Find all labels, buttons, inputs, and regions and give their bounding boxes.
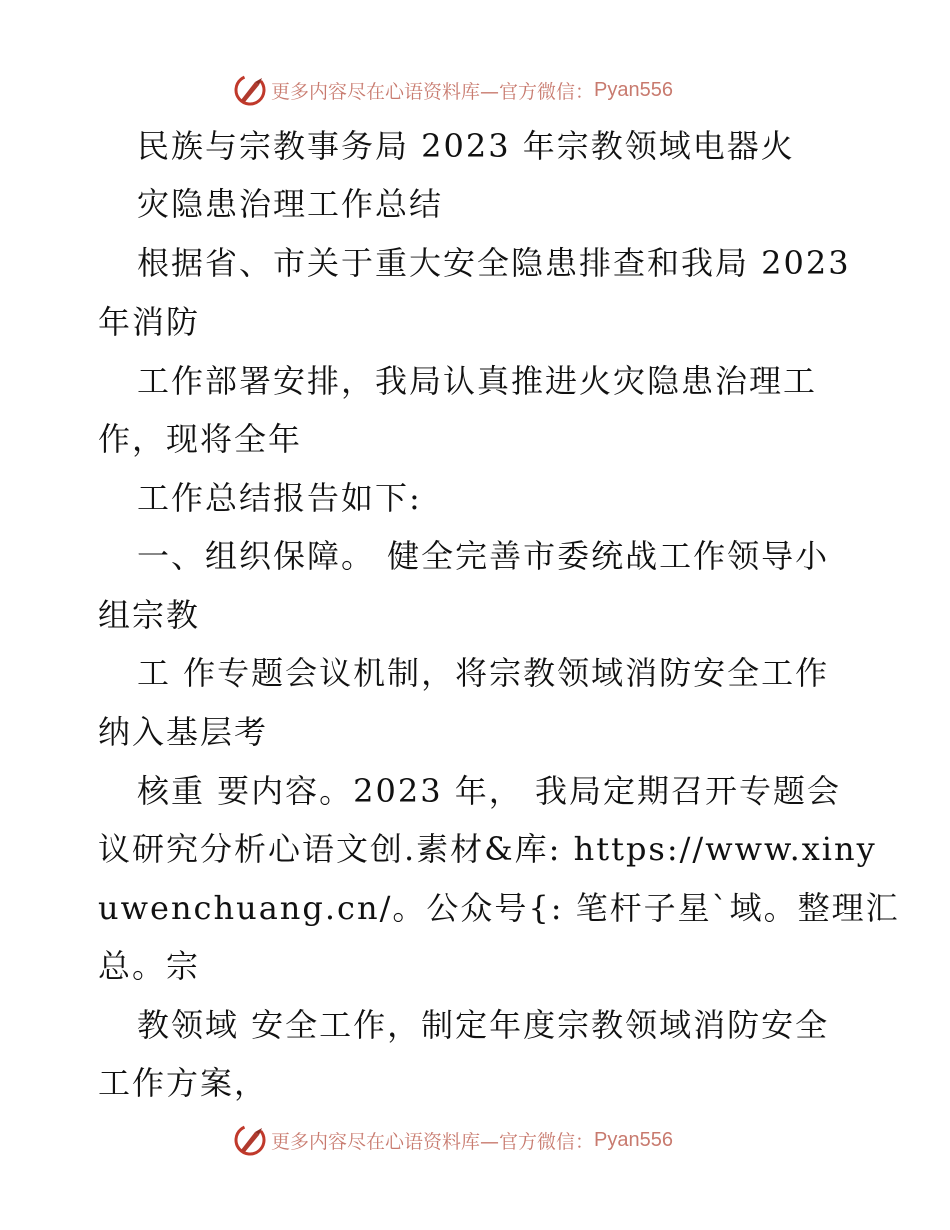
document-title-line-1: 民族与宗教事务局 2023 年宗教领域电器火 [137,127,795,165]
watermark-text: 更多内容尽在心语资料库—官方微信： [271,1130,595,1153]
paragraph-line: 工 作专题会议机制，将宗教领域消防安全工作 [137,654,830,692]
paragraph-line: 议研究分析心语文创.素材&库: https://www.xiny [98,830,877,868]
paragraph-line: 核重 要内容。2023 年， 我局定期召开专题会 [137,772,841,810]
paragraph-line: 根据省、市关于重大安全隐患排查和我局 2023 [137,244,851,282]
paragraph-line: 工作部署安排，我局认真推进火灾隐患治理工 [137,362,818,400]
paragraph-line: 作，现将全年 [98,420,303,458]
document-title-line-2: 灾隐患治理工作总结 [137,185,444,223]
watermark-wechat-id: Pyan556 [594,78,673,101]
paragraph-line: 工作总结报告如下: [137,479,422,517]
paragraph-line: 总。宗 [98,947,201,985]
quill-pen-circle-icon [233,73,267,107]
section-heading-line: 一、组织保障。 健全完善市委统战工作领导小 [137,537,830,575]
paragraph-line: 组宗教 [98,596,201,634]
paragraph-line: 纳入基层考 [98,713,269,751]
paragraph-line: uwenchuang.cn/。公众号{: 笔杆子星`域。整理汇 [98,889,900,927]
paragraph-line: 年消防 [98,303,201,341]
paragraph-line: 工作方案， [98,1064,269,1102]
footer-watermark [233,1120,673,1160]
quill-pen-circle-icon [233,1123,267,1157]
watermark-wechat-id: Pyan556 [594,1128,673,1151]
header-watermark [233,70,673,110]
paragraph-line: 教领域 安全工作，制定年度宗教领域消防安全 [137,1006,830,1044]
watermark-text: 更多内容尽在心语资料库—官方微信： [271,80,595,103]
